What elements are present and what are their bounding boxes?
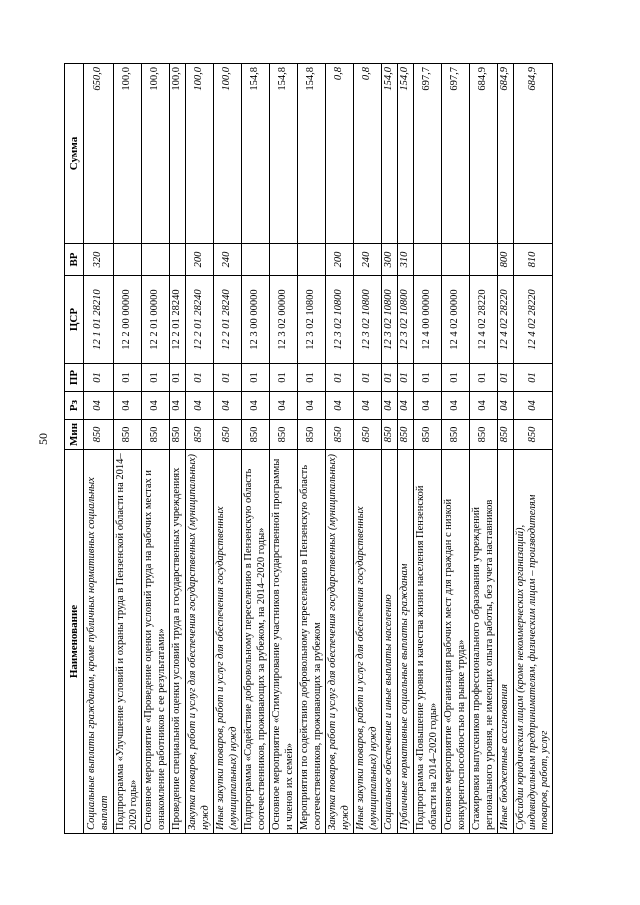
cell-min: 850 bbox=[114, 420, 142, 450]
table-body bbox=[84, 64, 553, 834]
table-row bbox=[398, 64, 414, 834]
cell-sum: 684,9 bbox=[470, 64, 498, 244]
cell-sum: 0,8 bbox=[354, 64, 382, 244]
table-row bbox=[498, 64, 514, 834]
cell-pr: 01 bbox=[442, 364, 470, 392]
table-header-row bbox=[65, 64, 84, 834]
cell-rz: 04 bbox=[114, 392, 142, 420]
cell-csr: 12 4 02 28220 bbox=[470, 276, 498, 364]
cell-min: 850 bbox=[414, 420, 442, 450]
cell-pr: 01 bbox=[514, 364, 553, 392]
cell-min: 850 bbox=[354, 420, 382, 450]
header-min: Мин bbox=[65, 420, 84, 450]
cell-pr: 01 bbox=[270, 364, 298, 392]
cell-sum: 100,0 bbox=[186, 64, 214, 244]
cell-csr: 12 2 01 28240 bbox=[186, 276, 214, 364]
rotated-table-wrapper bbox=[64, 64, 590, 834]
cell-sum: 100,0 bbox=[170, 64, 186, 244]
cell-vr bbox=[298, 244, 326, 276]
table-row bbox=[114, 64, 142, 834]
cell-name: Подпрограмма «Улучшение условий и охраны труда в Пензенской области на 2014–2020 годы» bbox=[114, 450, 142, 834]
cell-rz: 04 bbox=[498, 392, 514, 420]
cell-vr bbox=[142, 244, 170, 276]
table-row bbox=[84, 64, 114, 834]
cell-vr bbox=[270, 244, 298, 276]
table-row bbox=[354, 64, 382, 834]
cell-pr: 01 bbox=[326, 364, 354, 392]
cell-pr: 01 bbox=[214, 364, 242, 392]
table-row bbox=[470, 64, 498, 834]
cell-vr: 320 bbox=[84, 244, 114, 276]
cell-name: Иные закупки товаров, работ и услуг для обеспечения государственных (муниципальных) нужд bbox=[214, 450, 242, 834]
cell-min: 850 bbox=[298, 420, 326, 450]
page-number: 50 bbox=[36, 433, 50, 445]
cell-pr: 01 bbox=[398, 364, 414, 392]
cell-rz: 04 bbox=[514, 392, 553, 420]
cell-sum: 684,9 bbox=[514, 64, 553, 244]
cell-vr bbox=[414, 244, 442, 276]
cell-csr: 12 3 02 10800 bbox=[298, 276, 326, 364]
cell-min: 850 bbox=[142, 420, 170, 450]
cell-pr: 01 bbox=[142, 364, 170, 392]
cell-sum: 684,9 bbox=[498, 64, 514, 244]
cell-vr bbox=[114, 244, 142, 276]
cell-pr: 01 bbox=[186, 364, 214, 392]
cell-min: 850 bbox=[442, 420, 470, 450]
cell-pr: 01 bbox=[354, 364, 382, 392]
cell-rz: 04 bbox=[442, 392, 470, 420]
cell-min: 850 bbox=[242, 420, 270, 450]
cell-pr: 01 bbox=[298, 364, 326, 392]
cell-vr: 300 bbox=[382, 244, 398, 276]
header-pr: ПР bbox=[65, 364, 84, 392]
table-row bbox=[186, 64, 214, 834]
cell-rz: 04 bbox=[84, 392, 114, 420]
cell-rz: 04 bbox=[470, 392, 498, 420]
cell-vr: 240 bbox=[354, 244, 382, 276]
header-csr: ЦСР bbox=[65, 276, 84, 364]
table-row bbox=[242, 64, 270, 834]
cell-pr: 01 bbox=[242, 364, 270, 392]
cell-csr: 12 3 02 10800 bbox=[382, 276, 398, 364]
cell-csr: 12 3 00 00000 bbox=[242, 276, 270, 364]
cell-sum: 154,8 bbox=[270, 64, 298, 244]
cell-name: Мероприятия по содействию добровольному переселению в Пензенскую область соотечественников, проживающих за рубежом bbox=[298, 450, 326, 834]
cell-name: Основное мероприятие «Стимулирование участников государственной программы и членов их семей» bbox=[270, 450, 298, 834]
cell-pr: 01 bbox=[414, 364, 442, 392]
cell-sum: 154,8 bbox=[242, 64, 270, 244]
cell-rz: 04 bbox=[298, 392, 326, 420]
cell-pr: 01 bbox=[382, 364, 398, 392]
cell-name: Основное мероприятие «Проведение оценки условий труда на рабочих местах и ознакомление работников с ее результатами» bbox=[142, 450, 170, 834]
cell-min: 850 bbox=[170, 420, 186, 450]
cell-sum: 697,7 bbox=[442, 64, 470, 244]
cell-csr: 12 2 00 00000 bbox=[114, 276, 142, 364]
cell-vr: 810 bbox=[514, 244, 553, 276]
cell-csr: 12 4 00 00000 bbox=[414, 276, 442, 364]
cell-csr: 12 1 01 28210 bbox=[84, 276, 114, 364]
cell-pr: 01 bbox=[498, 364, 514, 392]
table-row bbox=[382, 64, 398, 834]
cell-csr: 12 2 01 28240 bbox=[170, 276, 186, 364]
cell-min: 850 bbox=[84, 420, 114, 450]
cell-name: Иные бюджетные ассигнования bbox=[498, 450, 514, 834]
table-row bbox=[326, 64, 354, 834]
cell-vr: 310 bbox=[398, 244, 414, 276]
table-row bbox=[142, 64, 170, 834]
cell-csr: 12 2 01 00000 bbox=[142, 276, 170, 364]
cell-sum: 100,0 bbox=[114, 64, 142, 244]
cell-pr: 01 bbox=[170, 364, 186, 392]
cell-name: Социальные выплаты гражданам, кроме публичных нормативных социальных выплат bbox=[84, 450, 114, 834]
cell-vr: 200 bbox=[186, 244, 214, 276]
header-vr: ВР bbox=[65, 244, 84, 276]
cell-sum: 0,8 bbox=[326, 64, 354, 244]
table-row bbox=[442, 64, 470, 834]
cell-min: 850 bbox=[214, 420, 242, 450]
cell-sum: 100,0 bbox=[214, 64, 242, 244]
cell-csr: 12 3 02 10800 bbox=[398, 276, 414, 364]
cell-csr: 12 4 02 00000 bbox=[442, 276, 470, 364]
cell-sum: 650,0 bbox=[84, 64, 114, 244]
cell-name: Социальное обеспечение и иные выплаты населению bbox=[382, 450, 398, 834]
cell-sum: 697,7 bbox=[414, 64, 442, 244]
cell-name: Подпрограмма «Повышение уровня и качества жизни населения Пензенской области на 2014–2020 годы» bbox=[414, 450, 442, 834]
table-row bbox=[514, 64, 553, 834]
cell-csr: 12 2 01 28240 bbox=[214, 276, 242, 364]
cell-csr: 12 3 02 10800 bbox=[354, 276, 382, 364]
cell-rz: 04 bbox=[354, 392, 382, 420]
cell-vr bbox=[170, 244, 186, 276]
cell-name: Подпрограмма «Содействие добровольному переселению в Пензенскую область соотечественников, проживающих за рубежом, на 2014–2020 годы» bbox=[242, 450, 270, 834]
cell-sum: 154,0 bbox=[382, 64, 398, 244]
cell-pr: 01 bbox=[114, 364, 142, 392]
cell-name: Иные закупки товаров, работ и услуг для обеспечения государственных (муниципальных) нужд bbox=[354, 450, 382, 834]
header-sum: Сумма bbox=[65, 64, 84, 244]
cell-min: 850 bbox=[326, 420, 354, 450]
cell-csr: 12 4 02 28220 bbox=[514, 276, 553, 364]
cell-name: Проведение специальной оценки условий труда в государственных учреждениях bbox=[170, 450, 186, 834]
cell-rz: 04 bbox=[214, 392, 242, 420]
cell-csr: 12 3 02 00000 bbox=[270, 276, 298, 364]
cell-min: 850 bbox=[470, 420, 498, 450]
cell-rz: 04 bbox=[398, 392, 414, 420]
cell-name: Субсидии юридическим лицам (кроме некоммерческих организаций), индивидуальным предпринимателям, физическим лицам – производителям товаров, работ, услуг bbox=[514, 450, 553, 834]
cell-min: 850 bbox=[514, 420, 553, 450]
cell-rz: 04 bbox=[142, 392, 170, 420]
table-row bbox=[214, 64, 242, 834]
cell-min: 850 bbox=[270, 420, 298, 450]
table-row bbox=[270, 64, 298, 834]
cell-name: Закупка товаров, работ и услуг для обеспечения государственных (муниципальных) нужд bbox=[326, 450, 354, 834]
cell-vr: 200 bbox=[326, 244, 354, 276]
cell-vr bbox=[242, 244, 270, 276]
cell-rz: 04 bbox=[186, 392, 214, 420]
cell-min: 850 bbox=[382, 420, 398, 450]
cell-name: Основное мероприятие «Организация рабочих мест для граждан с низкой конкурентоспособностью на рынке труда» bbox=[442, 450, 470, 834]
cell-sum: 154,8 bbox=[298, 64, 326, 244]
cell-rz: 04 bbox=[326, 392, 354, 420]
cell-name: Стажировки выпускников профессионального образования учреждений регионального уровня, не имеющих опыта работы, без учета наставников bbox=[470, 450, 498, 834]
cell-csr: 12 3 02 10800 bbox=[326, 276, 354, 364]
cell-vr: 800 bbox=[498, 244, 514, 276]
cell-pr: 01 bbox=[470, 364, 498, 392]
cell-min: 850 bbox=[186, 420, 214, 450]
table-row bbox=[298, 64, 326, 834]
budget-table bbox=[64, 63, 553, 834]
table-row bbox=[414, 64, 442, 834]
cell-rz: 04 bbox=[414, 392, 442, 420]
cell-rz: 04 bbox=[270, 392, 298, 420]
cell-sum: 154,0 bbox=[398, 64, 414, 244]
cell-sum: 100,0 bbox=[142, 64, 170, 244]
cell-vr bbox=[470, 244, 498, 276]
cell-name: Публичные нормативные социальные выплаты гражданам bbox=[398, 450, 414, 834]
header-rz: Рз bbox=[65, 392, 84, 420]
cell-vr bbox=[442, 244, 470, 276]
cell-vr: 240 bbox=[214, 244, 242, 276]
cell-rz: 04 bbox=[382, 392, 398, 420]
table-row bbox=[170, 64, 186, 834]
cell-name: Закупка товаров, работ и услуг для обеспечения государственных (муниципальных) нужд bbox=[186, 450, 214, 834]
cell-min: 850 bbox=[498, 420, 514, 450]
cell-rz: 04 bbox=[170, 392, 186, 420]
header-name: Наименование bbox=[65, 450, 84, 834]
cell-pr: 01 bbox=[84, 364, 114, 392]
cell-min: 850 bbox=[398, 420, 414, 450]
cell-csr: 12 4 02 28220 bbox=[498, 276, 514, 364]
cell-rz: 04 bbox=[242, 392, 270, 420]
